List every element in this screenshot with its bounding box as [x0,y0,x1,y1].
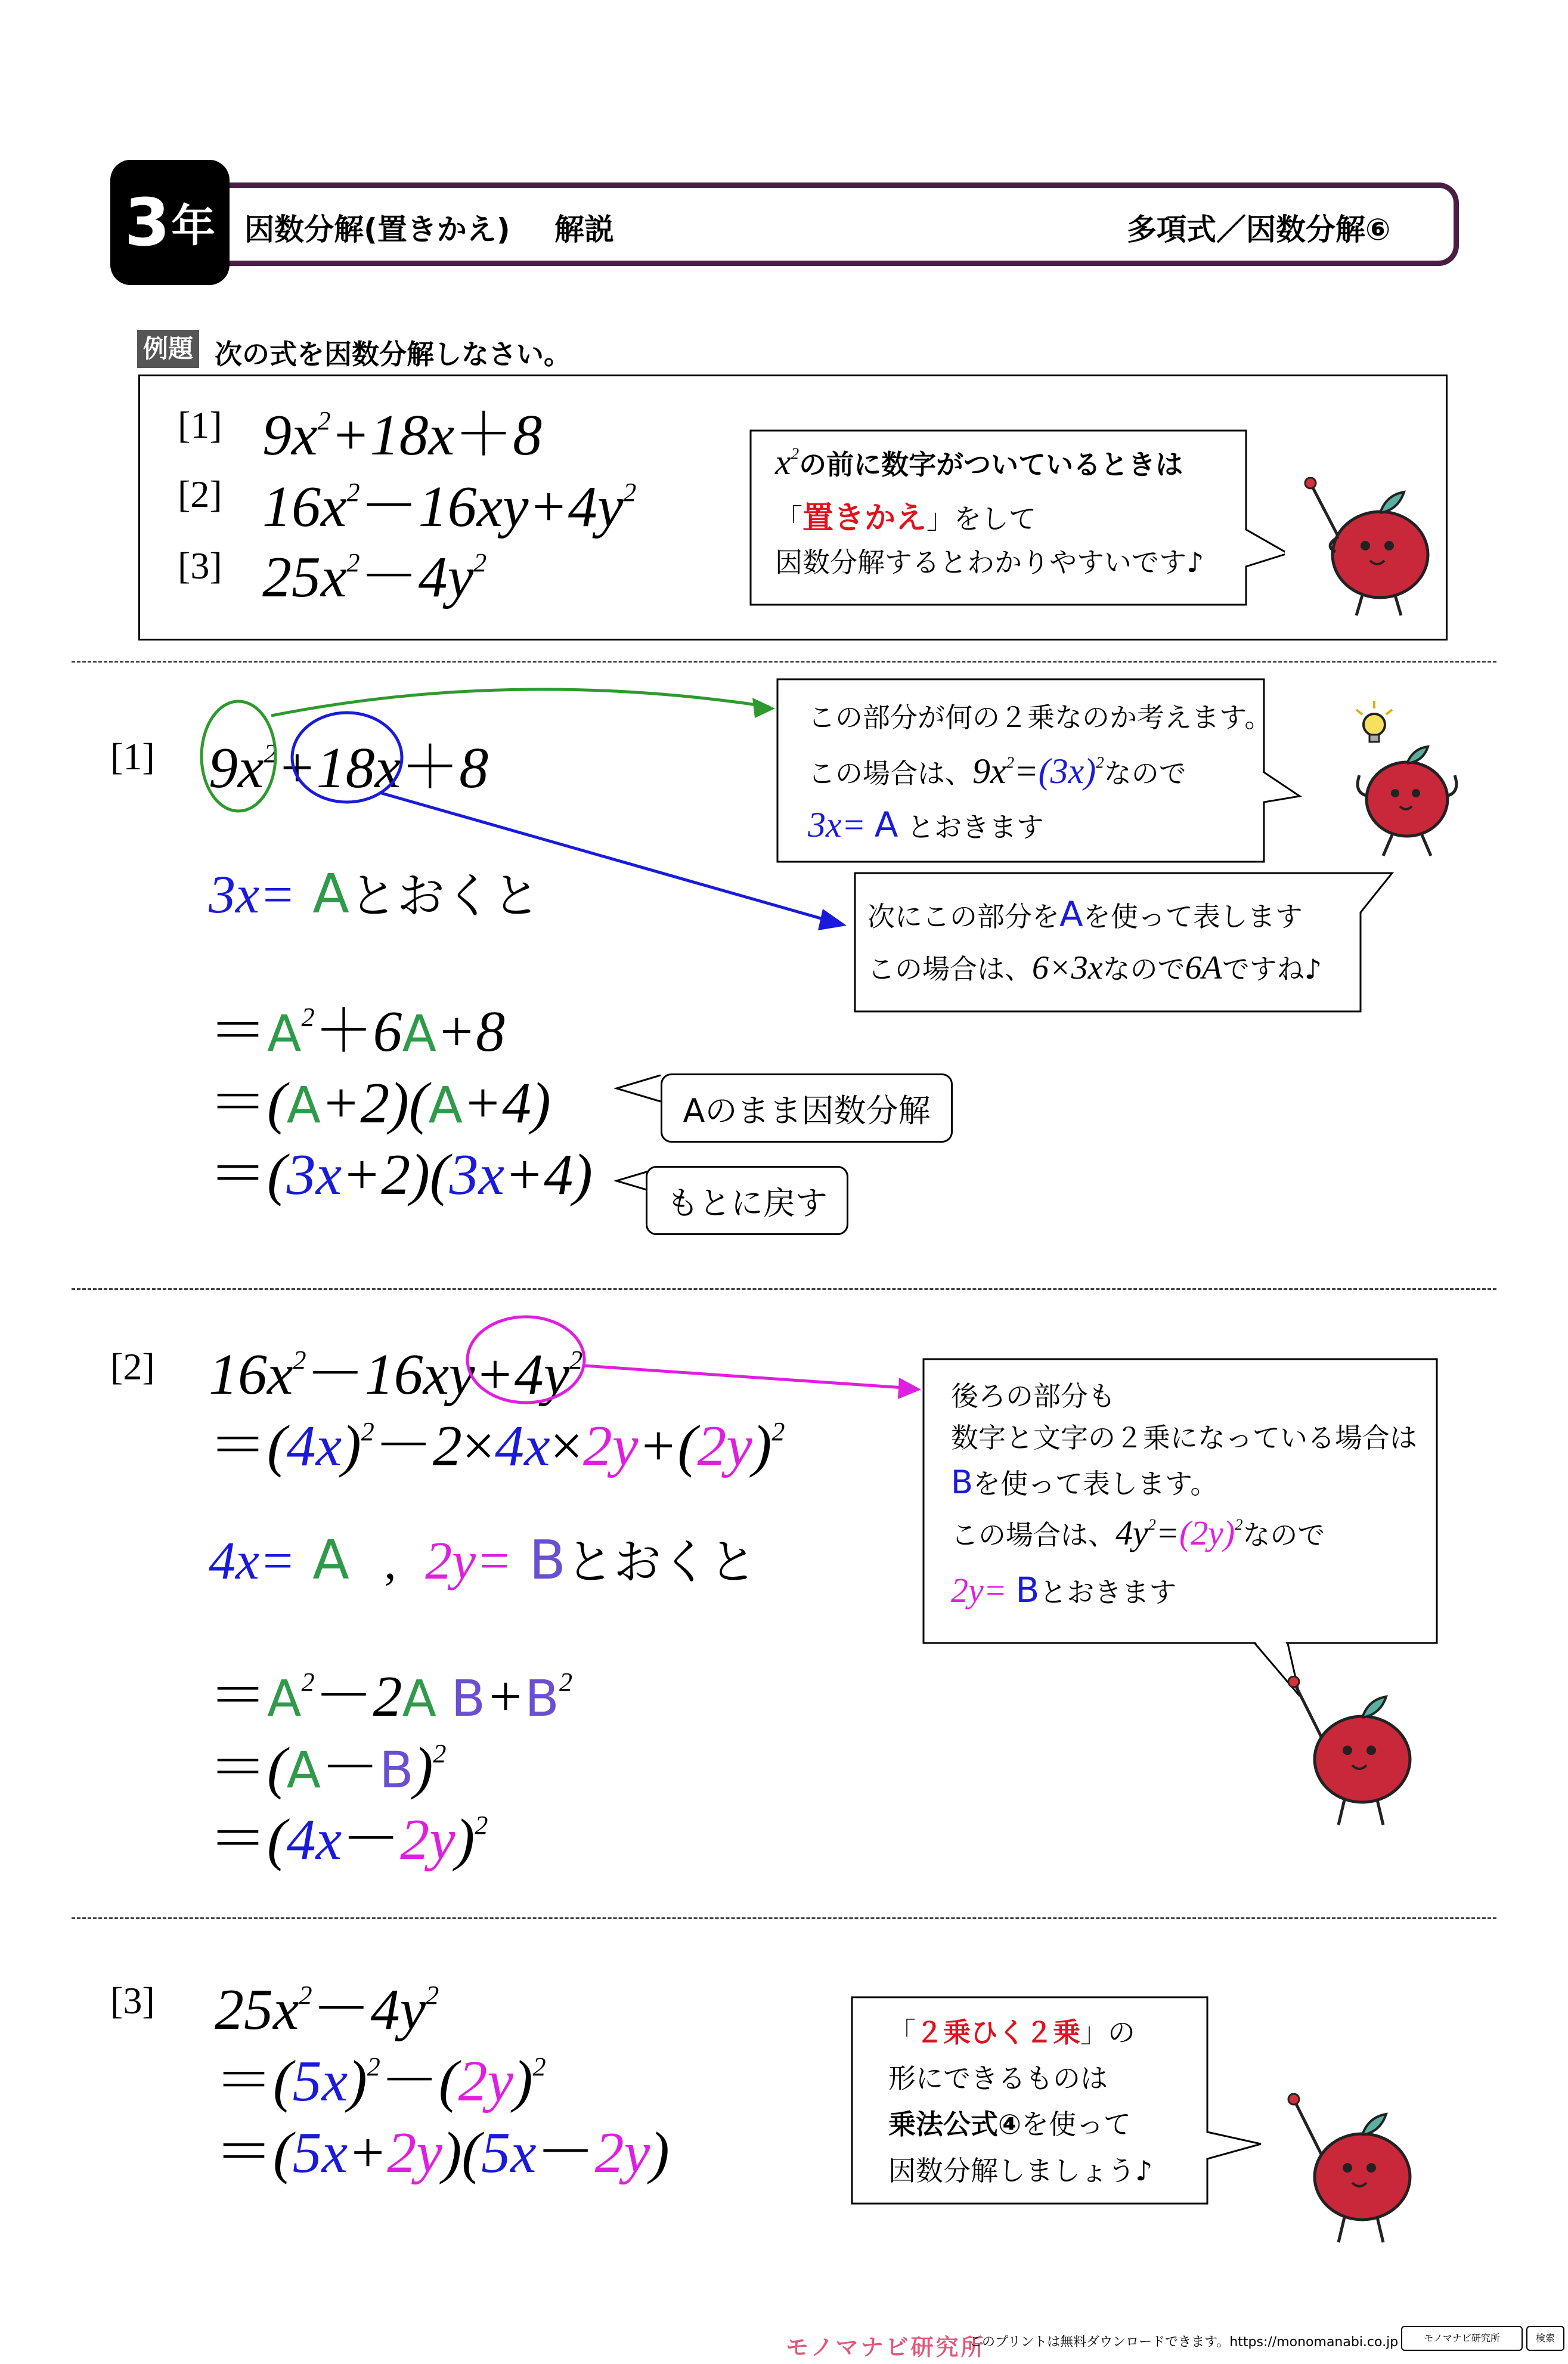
problem2-label: [2] [110,1345,155,1388]
problem3-callout-line-4: 因数分解しましょう♪ [888,2155,1153,2187]
problem3-expr: $25x^2-4y^2$ [215,1978,439,2042]
example-note-line-1: $x^2$の前に数字がついているときは [775,443,1183,482]
problem3-label: [3] [110,1979,155,2022]
footer-logo: モノマナビ研究所 [786,2334,986,2360]
problem2-callout-line-2: 数字と文字の２乗になっている場合は [951,1422,1417,1454]
section-divider-3 [72,1917,1496,1919]
example-expr-2: $16x^2-16xy+4y^2$ [262,475,637,539]
problem2-annotations [0,1282,954,1431]
page-subtitle: 解説 [554,212,614,247]
problem1-step-3: ＝(3x+2)(3x+4) [209,1143,593,1207]
apple-mascot-icon [1282,1676,1425,1831]
example-label-1: [1] [178,404,222,446]
note-back: もとに戻す [646,1166,848,1235]
page-title: 因数分解(置きかえ) [244,212,510,247]
example-label-2: [2] [178,473,222,515]
problem1-callout-a-line-1: この部分が何の２乗なのか考えます。 [808,701,1272,734]
grade-number: 3 [124,184,171,261]
problem2-callout-line-1: 後ろの部分も [951,1380,1115,1412]
footer-search-box: モノマナビ研究所 [1401,2326,1523,2351]
problem3-callout-line-2: 形にできるものは [888,2062,1108,2094]
apple-mascot-icon [1347,739,1467,859]
problem1-step-1: $=A^2+6A+8$ [209,1000,506,1064]
problem3-step-1: $=(5x)^2-(2y)^2$ [215,2049,546,2114]
problem2-step-3: $=(A-B)^2$ [209,1736,447,1800]
problem1-callout-a-line-2: この場合は、$9x^2=(3x)^2$なので [808,751,1186,791]
problem3-callout-line-1: 「２乗ひく２乗」の [888,2016,1135,2049]
problem1-callout-a-line-3: 3x= A とおきます [808,804,1045,845]
problem2-step-2: $=A^2-2A$ $B+B^2$ [209,1664,572,1729]
apple-mascot-icon [1282,2093,1425,2248]
footer-search-button: 検索 [1526,2326,1564,2351]
example-tag: 例題 [137,330,199,368]
problem1-callout-b-line-2: この場合は、6×3xなので6Aですね♪ [867,949,1322,986]
problem2-set-line: 4x= A , 2y= Bとおくと [209,1529,757,1592]
problem2-callout-line-3: Bを使って表します。 [951,1463,1218,1501]
problem3-step-2: ＝(5x+2y)(5x－2y) [215,2121,670,2185]
note-factor: Aのまま因数分解 [661,1073,953,1143]
example-note-line-3: 因数分解するとわかりやすいです♪ [775,546,1204,578]
unit-label: 多項式／因数分解⑥ [1127,212,1391,247]
problem1-set-line: 3x= Aとおくと [209,863,540,926]
grade-suffix: 年 [171,200,216,252]
note-factor-pointer [614,1070,662,1106]
problem1-expr: $9x^2+18x+8$ [209,736,489,800]
problem2-step-4: $=(4x-2y)^2$ [209,1808,488,1872]
example-note-line-2: 「置きかえ」をして [775,500,1037,536]
problem2-callout-line-4: この場合は、$4y^2=(2y)^2$なので [951,1514,1325,1552]
problem2-expr: $16x^2-16xy+4y^2$ [209,1342,583,1407]
example-instruction: 次の式を因数分解しなさい。 [215,338,571,370]
problem2-step-1: $=(4x)^2-2\times 4x\times 2y+(2y)^2$ [209,1414,785,1478]
example-expr-3: $25x^2-4y^2$ [262,545,487,609]
footer-note: このプリントは無料ダウンロードできます。https://monomanabi.co.jp [969,2335,1399,2350]
example-label-3: [3] [178,544,222,587]
problem3-callout-line-3: 乗法公式④を使って [888,2108,1131,2140]
problem1-step-2: ＝(A+2)(A+4) [209,1071,551,1135]
problem1-callout-b-line-1: 次にこの部分をAを使って表します [867,894,1303,935]
example-expr-1: $9x^2+18x+8$ [262,403,543,468]
problem2-callout-line-5: 2y= Bとおきます [951,1570,1177,1610]
problem1-label: [1] [110,735,155,778]
